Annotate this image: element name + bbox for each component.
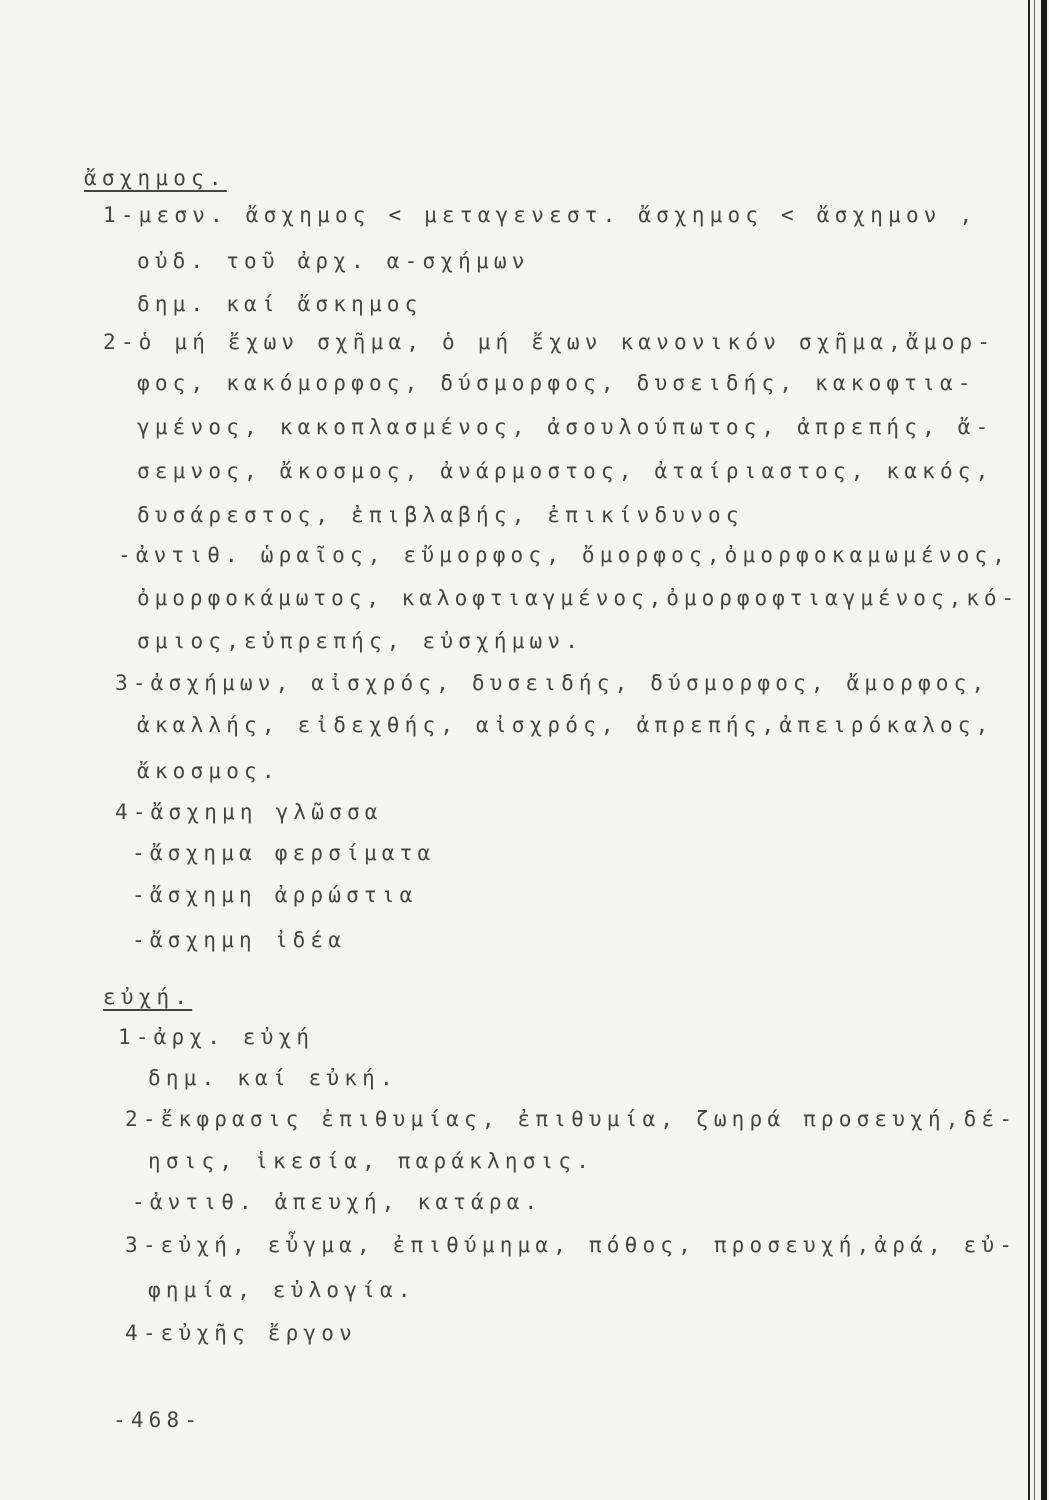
entry-line: -ἀντιθ. ὡραῖος, εὔμορφος, ὄμορφος,ὀμορφοκαμωμένος, [118,543,1011,567]
entry-headword: εὐχή. [103,985,193,1009]
entry-line: γμένος, κακοπλασμένος, ἀσουλούπωτος, ἀπρεπής, ἄ- [137,415,994,439]
entry-line: 2-ὁ μή ἔχων σχῆμα, ὁ μή ἔχων κανονικόν σχῆμα,ἄμορ- [103,330,996,354]
entry-line: σμιος,εὐπρεπής, εὐσχήμων. [137,629,584,653]
page-binding-edge [1034,0,1035,1500]
entry-line: φος, κακόμορφος, δύσμορφος, δυσειδής, κακοφτια- [137,371,976,395]
page-binding-edge [1041,0,1047,1500]
entry-line: 3-ἀσχήμων, αἰσχρός, δυσειδής, δύσμορφος, ἄμορφος, [115,671,990,695]
entry-line: ησις, ἱκεσία, παράκλησις. [148,1149,595,1173]
entry-line: φημία, εὐλογία. [148,1278,416,1302]
entry-line: 4-ἄσχημη γλῶσσα [115,800,383,824]
entry-line: 2-ἔκφρασις ἐπιθυμίας, ἐπιθυμία, ζωηρά προσευχή,δέ- [125,1107,1018,1131]
entry-line: ὀμορφοκάμωτος, καλοφτιαγμένος,ὀμορφοφτιαγμένος,κό- [137,586,1020,610]
entry-line: -ἄσχημα φερσίματα [132,841,436,865]
entry-line: οὐδ. τοῦ ἀρχ. α-σχήμων [137,249,530,273]
entry-line: δημ. καί εὐκή. [148,1066,398,1090]
entry-line: σεμνος, ἄκοσμος, ἀνάρμοστος, ἀταίριαστος, κακός, [137,459,994,483]
entry-line: ἀκαλλής, εἰδεχθής, αἰσχρός, ἀπρεπής,ἀπειρόκαλος, [137,713,994,737]
entry-line: 3-εὐχή, εὖγμα, ἐπιθύμημα, πόθος, προσευχή,ἀρά, εὐ- [125,1233,1018,1257]
entry-line: -ἀντιθ. ἀπευχή, κατάρα. [132,1190,543,1214]
entry-line: δημ. καί ἄσκημος [137,292,423,316]
entry-line: ἄκοσμος. [137,759,280,783]
entry-line: 1-ἀρχ. εὐχή [118,1025,315,1049]
entry-line: 1-μεσν. ἄσχημος < μεταγενεστ. ἄσχημος < ἄσχημον , [103,203,978,227]
page-binding-edge [1028,0,1030,1500]
entry-line: δυσάρεστος, ἐπιβλαβής, ἐπικίνδυνος [137,503,744,527]
entry-line: -ἄσχημη ἰδέα [132,928,347,952]
entry-line: -ἄσχημη ἀρρώστια [132,883,418,907]
page-number: -468- [113,1408,203,1432]
entry-headword: ἄσχημος. [84,166,227,190]
entry-line: 4-εὐχῆς ἔργον [125,1321,357,1345]
